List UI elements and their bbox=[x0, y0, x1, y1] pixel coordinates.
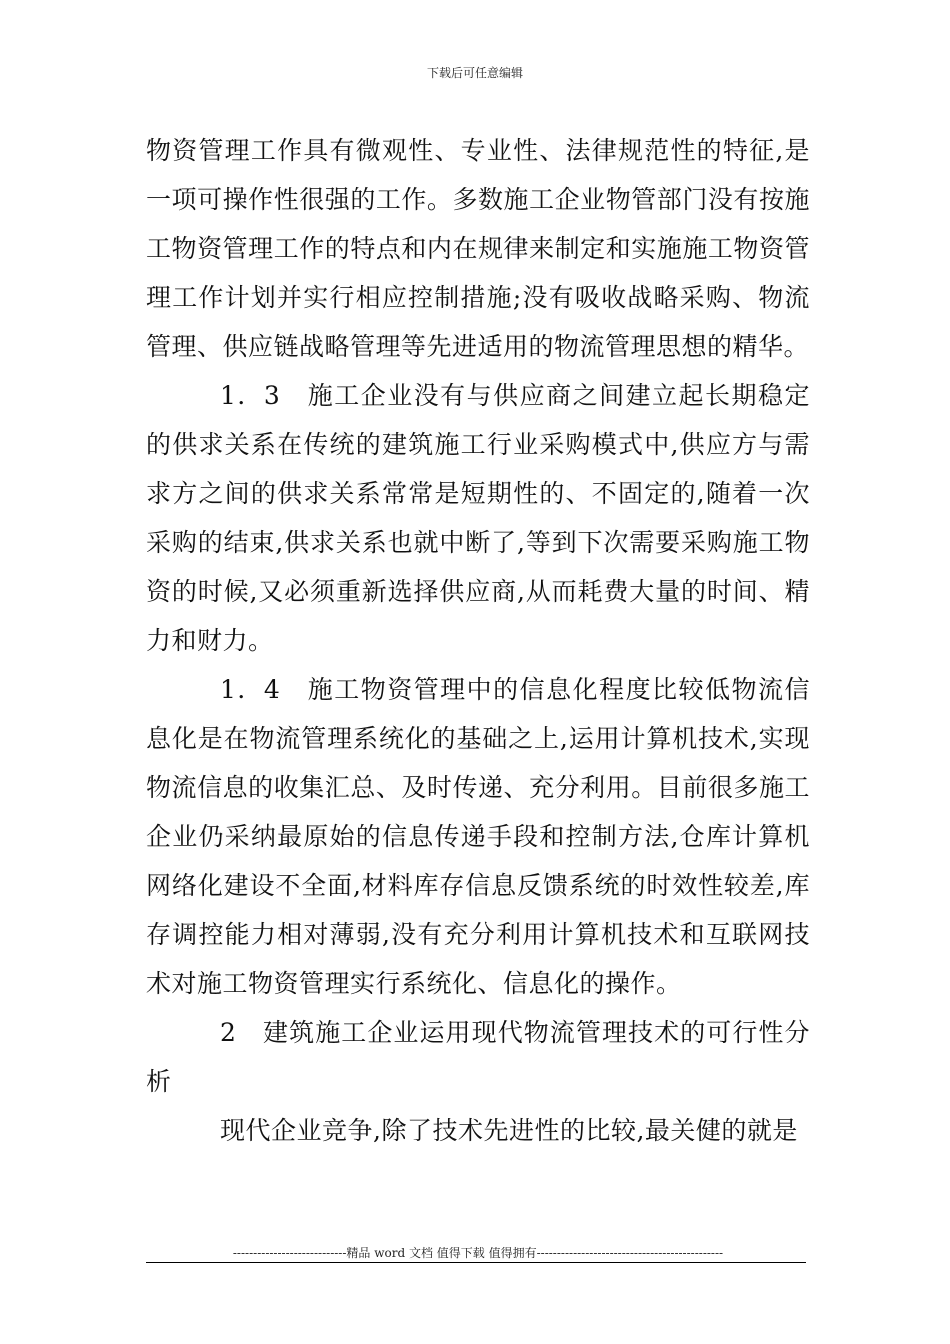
paragraph-1: 物资管理工作具有微观性、专业性、法律规范性的特征,是一项可操作性很强的工作。多数施工企业物管部门没有按施工物资管理工作的特点和内在规律来制定和实施施工物资管理工作计划并实行相应控制措施;没有吸收战略采购、物流管理、供应链战略管理等先进适用的物流管理思想的精华。 bbox=[146, 136, 810, 361]
paragraph-section-1-4: 1．4 施工物资管理中的信息化程度比较低物流信息化是在物流管理系统化的基础之上,运用计算机技术,实现物流信息的收集汇总、及时传递、充分利用。目前很多施工企业仍采纳最原始的信息传递手段和控制方法,仓库计算机网络化建设不全面,材料库存信息反馈系统的时效性较差,库存调控能力相对薄弱,没有充分利用计算机技术和互联网技术对施工物资管理实行系统化、信息化的操作。 bbox=[146, 675, 810, 998]
paragraph-5: 现代企业竞争,除了技术先进性的比较,最关健的就是 bbox=[220, 1116, 798, 1145]
page-footer: ----------------------------精品 word 文档 值得下载 值得拥有---------------------------------------------- bbox=[232, 1246, 724, 1260]
document-body bbox=[146, 126, 810, 1155]
page-header: 下载后可任意编辑 bbox=[426, 66, 523, 80]
footer-divider bbox=[146, 1262, 806, 1263]
section-heading-2: 2 建筑施工企业运用现代物流管理技术的可行性分析 bbox=[146, 1018, 810, 1096]
paragraph-section-1-3: 1．3 施工企业没有与供应商之间建立起长期稳定的供求关系在传统的建筑施工行业采购模式中,供应方与需求方之间的供求关系常常是短期性的、不固定的,随着一次采购的结束,供求关系也就中断了,等到下次需要采购施工物资的时候,又必须重新选择供应商,从而耗费大量的时间、精力和财力。 bbox=[146, 381, 810, 655]
